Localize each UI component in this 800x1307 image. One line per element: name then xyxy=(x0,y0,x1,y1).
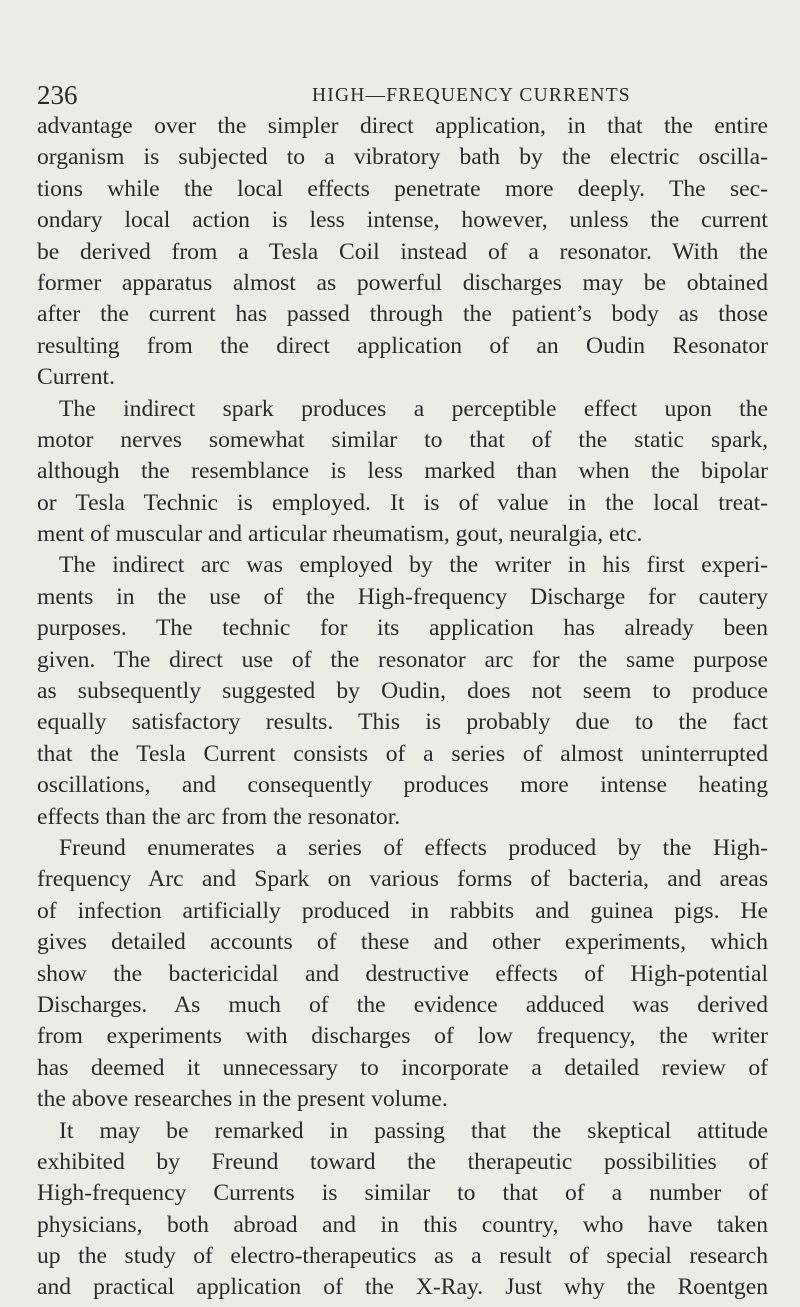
text-line: that the Tesla Current consists of a series of almost uninterrupted xyxy=(37,740,768,767)
text-line: the above researches in the present volume. xyxy=(37,1086,448,1113)
text-line: advantage over the simpler direct application, in that the entire xyxy=(37,113,768,139)
text-line: as subsequently suggested by Oudin, does not seem to produce xyxy=(37,678,768,705)
text-line: gives detailed accounts of these and other experiments, which xyxy=(37,929,768,956)
text-line: be derived from a Tesla Coil instead of a resonator. With the xyxy=(37,238,768,265)
text-line: has deemed it unnecessary to incorporate a detailed review of xyxy=(37,1054,768,1081)
text-line: or Tesla Technic is employed. It is of value in the local treat- xyxy=(37,489,768,516)
text-line: It may be remarked in passing that the skeptical attitude xyxy=(59,1117,768,1144)
text-line: ments in the use of the High-frequency Discharge for cautery xyxy=(37,583,768,610)
text-line: High-frequency Currents is similar to that of a number of xyxy=(37,1180,768,1207)
text-line: ment of muscular and articular rheumatism, gout, neuralgia, etc. xyxy=(37,521,643,548)
text-line: given. The direct use of the resonator arc for the same purpose xyxy=(37,646,768,673)
running-title: HIGH—FREQUENCY CURRENTS xyxy=(312,85,631,106)
text-line: physicians, both abroad and in this country, who have taken xyxy=(37,1211,768,1238)
text-line: ondary local action is less intense, however, unless the current xyxy=(37,207,768,234)
text-line: equally satisfactory results. This is probably due to the fact xyxy=(37,709,768,736)
text-line: after the current has passed through the patient’s body as those xyxy=(37,301,768,328)
body-text xyxy=(37,111,768,1304)
text-line: former apparatus almost as powerful discharges may be obtained xyxy=(37,269,768,296)
running-head xyxy=(37,80,768,110)
text-line: although the resemblance is less marked than when the bipolar xyxy=(37,458,768,485)
text-line: organism is subjected to a vibratory bath by the electric oscilla- xyxy=(37,144,768,171)
text-line: The indirect spark produces a perceptible effect upon the xyxy=(59,395,768,422)
page-number: 236 xyxy=(37,80,78,110)
text-line: up the study of electro-therapeutics as a result of special research xyxy=(37,1243,768,1270)
text-line: resulting from the direct application of an Oudin Resonator xyxy=(37,332,768,359)
text-line: of infection artificially produced in rabbits and guinea pigs. He xyxy=(37,897,768,924)
text-line: show the bactericidal and destructive effects of High-potential xyxy=(37,960,768,987)
text-line: effects than the arc from the resonator. xyxy=(37,803,401,830)
text-line: tions while the local effects penetrate more deeply. The sec- xyxy=(37,175,768,202)
text-line: from experiments with discharges of low frequency, the writer xyxy=(37,1023,768,1050)
text-line: oscillations, and consequently produces more intense heating xyxy=(37,772,768,799)
text-line: exhibited by Freund toward the therapeutic possibilities of xyxy=(37,1148,768,1175)
text-line: Current. xyxy=(37,364,115,391)
text-line: The indirect arc was employed by the writer in his first experi- xyxy=(59,552,768,579)
text-line: Freund enumerates a series of effects produced by the High- xyxy=(59,834,768,861)
text-line: and practical application of the X-Ray. Just why the Roentgen xyxy=(37,1274,768,1301)
text-line: frequency Arc and Spark on various forms of bacteria, and areas xyxy=(37,866,768,893)
text-line: Discharges. As much of the evidence adduced was derived xyxy=(37,991,768,1018)
text-line: motor nerves somewhat similar to that of the static spark, xyxy=(37,426,768,453)
text-line: purposes. The technic for its application has already been xyxy=(37,615,768,642)
